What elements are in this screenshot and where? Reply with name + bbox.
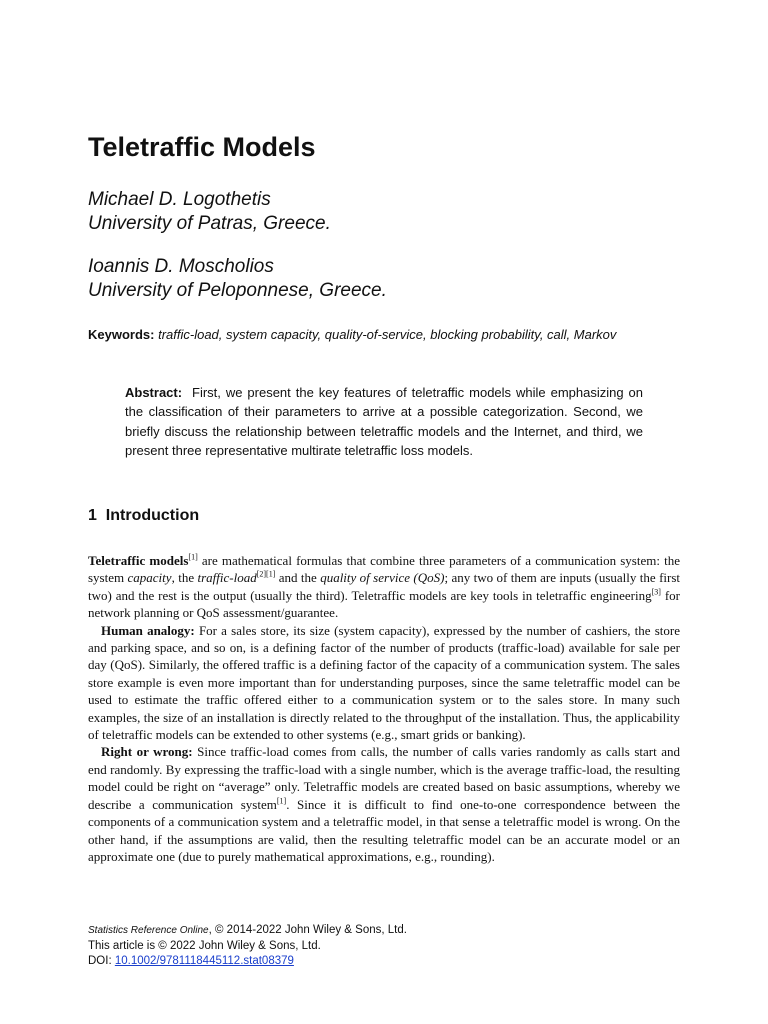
text-run: for network planning or QoS assessment/guarantee.: [88, 587, 680, 621]
author-block-2: [88, 255, 387, 303]
section-heading: [88, 507, 199, 525]
keywords-label: Keywords:: [88, 327, 155, 342]
author-name: Ioannis D. Moscholios: [88, 256, 274, 277]
author-affiliation: University of Patras, Greece.: [88, 213, 331, 234]
abstract-label: Abstract:: [125, 385, 183, 400]
section-title: Introduction: [105, 507, 200, 524]
footer-line-1: [88, 923, 407, 939]
text-run: and the: [275, 570, 321, 586]
doi-link[interactable]: 10.1002/9781118445112.stat08379: [114, 955, 294, 967]
copyright-text: , © 2014-2022 John Wiley & Sons, Ltd.: [208, 924, 407, 936]
text-run: Since traffic-load comes from calls, the number of calls varies randomly as calls start and end randomly. By expressing the traffic-load with a single number, which is the average traffic-load, the resulting model could be right on “average” only. Teletraffic models are created based on basic assumptions, whereby we describe a communication system: [88, 744, 681, 812]
author-name: Michael D. Logothetis: [88, 189, 271, 210]
citation: [1]: [276, 796, 287, 806]
text-run: ; any two of them are inputs (usually the first two) and the rest is the output (usually the third). Teletraffic models are key tools in teletraffic engineering: [88, 570, 681, 603]
paragraph-1: [88, 552, 680, 622]
author-block-1: [88, 188, 331, 236]
citation: [1]: [188, 552, 198, 562]
term-capacity: capacity: [127, 570, 172, 586]
paper-title: Teletraffic Models: [88, 132, 316, 162]
term-teletraffic-models: Teletraffic models: [88, 553, 189, 568]
citation: [3]: [651, 587, 661, 597]
journal-name: Statistics Reference Online: [88, 925, 209, 936]
keywords-text: traffic-load, system capacity, quality-of-service, blocking probability, call, Markov: [158, 327, 617, 342]
footer-line-2: This article is © 2022 John Wiley & Sons, Ltd.: [88, 939, 321, 952]
author-affiliation: University of Peloponnese, Greece.: [88, 280, 387, 301]
keywords-line: [88, 327, 616, 342]
body-text: [88, 552, 680, 865]
citation: [2][1]: [256, 570, 276, 580]
abstract-text: First, we present the key features of teletraffic models while emphasizing on the classification of their parameters to arrive at a possible categorization. Second, we briefly discuss the relationship between teletraffic models and the Internet, and third, we present three representative multirate teletraffic loss models.: [125, 385, 643, 458]
text-run: For a sales store, its size (system capacity), expressed by the number of cashiers, the store and parking space, and so on, is a defining factor of the number of products (traffic-load) available for sale per day (QoS). Similarly, the offered traffic is a defining factor of the capacity of a communication system. The sales store example is even more important than for understanding purposes, since the same teletraffic model can be used to estimate the traffic offered either to a communication system or to the sales store. In many such examples, the size of an installation is directly related to the throughput of the installation. Thus, the applicability of teletraffic models can be extended to other systems (e.g., smart grids or banking).: [88, 622, 681, 743]
text-run: , the: [171, 570, 198, 586]
term-qos: quality of service (QoS): [320, 570, 445, 586]
paragraph-lead: Human analogy:: [101, 622, 195, 638]
paragraph-3: [88, 743, 680, 865]
text-run: are mathematical formulas that combine three parameters of a communication system: the system: [88, 553, 680, 586]
paragraph-lead: Right or wrong:: [101, 744, 193, 760]
page-footer: [88, 923, 407, 970]
text-run: . Since it is difficult to find one-to-one correspondence between the components of a communication system and a teletraffic model, in that sense a teletraffic model is wrong. On the other hand, if the assumptions are valid, then the resulting teletraffic model can be an accurate model or an approximate one (due to purely mathematical approximations, e.g., rounding).: [88, 796, 681, 864]
footer-line-3: [88, 954, 407, 970]
term-traffic-load: traffic-load: [197, 570, 257, 586]
abstract: [125, 383, 643, 460]
doi-label: DOI:: [88, 955, 115, 967]
section-number: 1: [88, 507, 97, 524]
paragraph-2: [88, 622, 680, 744]
